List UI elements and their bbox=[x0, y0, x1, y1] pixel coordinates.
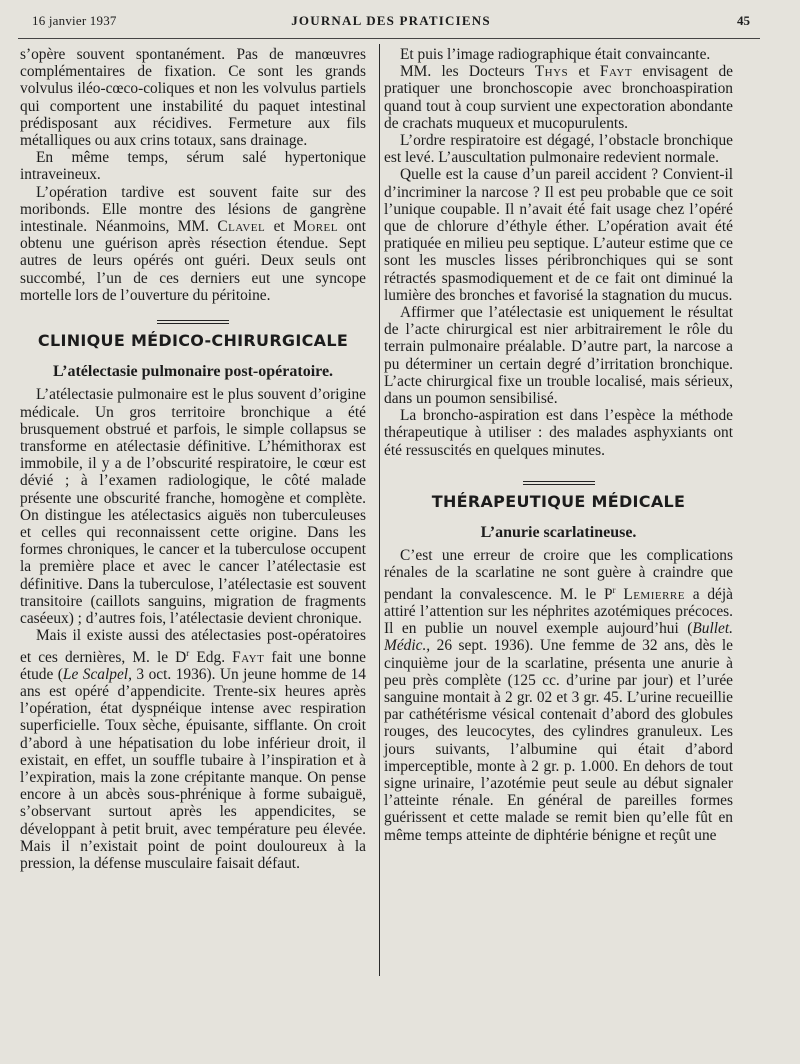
section-title: CLINIQUE MÉDICO-CHIRURGICALE bbox=[37, 331, 349, 351]
paragraph: Affirmer que l’atélectasie est uniquement le résultat de l’acte chirurgical est nier arbitrairement le rôle du terrain pulmonaire préalable. D’autre part, la narcose a pu déterminer un certain degré d’irritation bronchique. L’acte chirurgical fixe un trouble localisé, mais sérieux, dans un poumon sensibilisé. bbox=[384, 304, 733, 408]
journal-reference: Bullet. Médic., bbox=[384, 620, 733, 655]
paragraph: s’opère souvent spontanément. Pas de manœuvres complémentaires de fixation. Ce sont les grands volvulus iléo-cœco-coliques et non les volvulus partiels qui comportent une instabilité du paquet intestinal prédisposant aux récidives. Fermeture aux fils métalliques ou aux crins totaux, sans drainage. bbox=[20, 46, 366, 150]
paragraph: La broncho-aspiration est dans l’espèce la méthode thérapeutique à utiliser : des malades asphyxiants ont été ressuscités en quelques minutes. bbox=[384, 407, 733, 459]
section-double-rule bbox=[523, 481, 595, 485]
author-name: Thys bbox=[534, 63, 569, 81]
paragraph: L’opération tardive est souvent faite sur des moribonds. Elle montre des lésions de gangrène intestinale. Néanmoins, MM. Clavel et Morel ont obtenu une guérison après résection étendue. Sept autres de leurs opérés ont guéri. Deux seuls ont succombé, l’un de ces derniers eut une syncope mortelle lors de l’ouverture du péritoine. bbox=[20, 183, 367, 304]
column-divider bbox=[379, 44, 380, 976]
left-column bbox=[20, 46, 366, 872]
issue-date: 16 janvier 1937 bbox=[32, 13, 117, 28]
author-name: Morel bbox=[293, 218, 338, 236]
article-title: L’anurie scarlatineuse. bbox=[480, 524, 637, 542]
journal-reference: Le Scalpel, bbox=[62, 665, 132, 683]
paragraph: Mais il existe aussi des atélectasies post-opératoires et ces dernières, M. le $D^r$ Edg. Fayt fait une bonne étude (Le Scalpel, 3 oct. 1936). Un jeune homme de 14 ans est opéré d’appendicite. Trente-six heures après l’opération, état dyspnéique intense avec respiration superficielle. Toux sèche, épuisante, sifflante. On croit d’abord à une hépatisation du lobe inférieur droit, il existait, en effet, un souffle tubaire à l’inspiration et à l’expiration, mais la zone crépitante manque. On pense encore à un abcès sous-phrénique à forme subaiguë, s’observant surtout après les appendicites, se développant à petit bruit, avec température peu élevée. Mais il n’existait point de point douloureux à la pression, la défense musculaire faisait défaut. bbox=[20, 627, 366, 873]
page-header bbox=[32, 13, 750, 31]
article-title: L’atélectasie pulmonaire post-opératoire. bbox=[52, 363, 334, 381]
author-name: Fayt bbox=[599, 63, 633, 81]
author-name: Clavel bbox=[217, 218, 266, 236]
paragraph: Quelle est la cause d’un pareil accident ? Convient-il d’incriminer la narcose ? Il est peu probable que ce soit l’unique coupable. Il n’avait été fait usage chez l’opéré que de chlorure d’éthyle éther. L’opération avait été pratiquée en milieu peu septique. L’auteur estime que ce sont les muscles lisses péribronchiques qui se sont rétractés spasmodiquement et de ce fait ont diminué la lumière des bronches et favorisé la stagnation du mucus. bbox=[384, 166, 733, 304]
paragraph: L’atélectasie pulmonaire est le plus souvent d’origine médicale. Un gros territoire bronchique a été brusquement obstrué et parfois, le simple collapsus se transforme en atélectasie définitive. L’hémithorax est immobile, il y a de l’obscurité respiratoire, le cœur est dévié ; à l’examen radiologique, le côté malade présente une obscurité franche, homogène et complète. On distingue les atélectasics aiguës non tuberculeuses et celles qui reconnaissent cette origine. Dans les formes chroniques, le cancer et la tuberculose occupent la première place et avec le cancer l’atélectasie est définitive. Dans la tuberculose, l’atélectasie est souvent transitoire (caillots sanguins, migration de fragments caséeux) ; d’autres fois, l’atélectasie devient chronique. bbox=[20, 386, 366, 628]
paragraph: L’ordre respiratoire est dégagé, l’obstacle bronchique est levé. L’auscultation pulmonaire redevient normale. bbox=[384, 132, 733, 167]
paragraph: En même temps, sérum salé hypertonique intraveineux. bbox=[20, 149, 366, 184]
paragraph: MM. les Docteurs Thys et Fayt envisagent de pratiquer une bronchoscopie avec bronchoaspiration quand tout à coup survient une expectoration abondante de crachats muqueux et mucopurulents. bbox=[384, 63, 733, 132]
author-name: Lemierre bbox=[623, 585, 685, 603]
paragraph: C’est une erreur de croire que les complications rénales de la scarlatine ne sont guère à craindre que pendant la convalescence. M. le $P^r$ Lemierre a déjà attiré l’attention sur les néphrites azotémiques précoces. Il en publie un nouvel exemple aujourd’hui (Bullet. Médic., 26 sept. 1936). Une femme de 32 ans, dès le cinquième jour de la scarlatine, présenta une anurie à peu près complète (125 cc. d’urine par jour) et l’urée sanguine montait à 2 gr. 02 et 3 gr. 45. L’urine recueillie par cathétérisme vésical contenait d’abord des globules rouges, des leucocytes, des cylindres granuleux. Les jours suivants, l’albumine qui était d’abord imperceptible, monte à 2 gr. p. 1.000. En dehors de tout signe urinaire, l’azotémie peut seule au début signaler l’atteinte rénale. En général de pareilles formes guérissent et cette malade se remit bien qu’elle fût en même temps atteinte de diphtérie bénigne et reçût une bbox=[384, 547, 733, 844]
author-name: Fayt bbox=[232, 648, 265, 666]
header-rule bbox=[18, 38, 760, 39]
journal-title: JOURNAL DES PRATICIENS bbox=[291, 13, 491, 28]
paragraph: Et puis l’image radiographique était convaincante. bbox=[400, 46, 711, 63]
right-column bbox=[384, 46, 733, 844]
section-double-rule bbox=[157, 320, 229, 324]
section-title: THÉRAPEUTIQUE MÉDICALE bbox=[431, 491, 686, 511]
page-number: 45 bbox=[737, 13, 750, 28]
